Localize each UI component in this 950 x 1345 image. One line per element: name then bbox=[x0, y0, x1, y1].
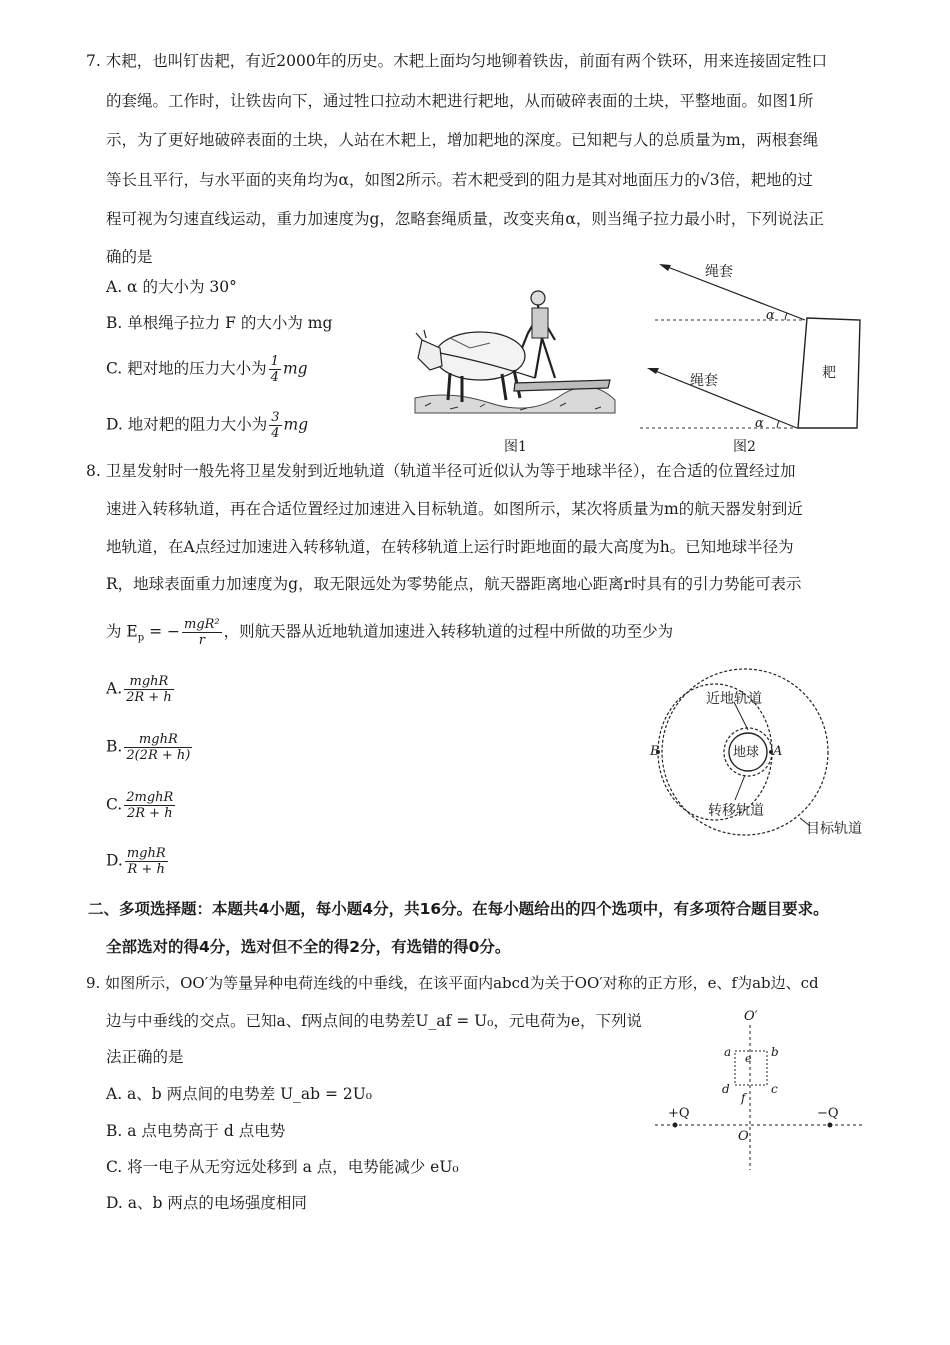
q7-line-5: 程可视为匀速直线运动，重力加速度为g，忽略套绳质量，改变夹角α，则当绳子拉力最小时，下列说法正 bbox=[106, 210, 824, 228]
q8-potential-fraction: $\frac{\text{mgR²}}{r}$ bbox=[184, 617, 220, 648]
q9-line-3: 法正确的是 bbox=[106, 1048, 184, 1066]
q7-figure-1-illustration bbox=[410, 278, 620, 453]
q7-line-4: 等长且平行，与水平面的夹角均为α，如图2所示。若木耙受到的阻力是其对地面压力的√3倍，耙地的过 bbox=[106, 171, 813, 189]
transfer-orbit-label: 转移轨道 bbox=[708, 803, 764, 819]
q8-option-c: C. $\frac{\text{2mghR}}{2R + h}$ bbox=[106, 790, 174, 821]
q8-option-d: D. $\frac{\text{mghR}}{R + h}$ bbox=[106, 846, 166, 877]
target-orbit-label: 目标轨道 bbox=[806, 821, 862, 837]
fig2-alpha-bottom: α bbox=[755, 416, 764, 431]
q8-line-4: R，地球表面重力加速度为g，取无限远处为零势能点，航天器距离地心距离r时具有的引力势能可表示 bbox=[106, 575, 802, 593]
q8-line-3: 地轨道，在A点经过加速进入转移轨道，在转移轨道上运行时距地面的最大高度为h。已知地球半径为 bbox=[106, 538, 794, 556]
q9-line-2: 边与中垂线的交点。已知a、f两点间的电势差U_af = U₀，元电荷为e，下列说 bbox=[106, 1012, 643, 1030]
q9-option-a: A. a、b 两点间的电势差 U_ab = 2U₀ bbox=[106, 1085, 373, 1103]
q7-option-b: B. 单根绳子拉力 F 的大小为 mg bbox=[106, 314, 333, 332]
q7-line-3: 示，为了更好地破碎表面的土块，人站在木耙上，增加耙地的深度。已知耙与人的总质量为m，两根套绳 bbox=[106, 131, 819, 149]
q7-option-d: D. 地对耙的阻力大小为 $\frac{3}{4}$ mg bbox=[106, 410, 309, 441]
q9-charge-diagram bbox=[650, 1025, 870, 1175]
q9-option-c: C. 将一电子从无穷远处移到 a 点，电势能减少 eU₀ bbox=[106, 1158, 459, 1176]
earth-label: 地球 bbox=[733, 745, 760, 760]
q7-figure-1-caption: 图1 bbox=[504, 439, 527, 455]
fig2-alpha-top: α bbox=[766, 308, 775, 323]
q9-number: 9. bbox=[86, 974, 101, 992]
q9-minus-q-label: −Q bbox=[817, 1106, 839, 1121]
point-a-label: A bbox=[773, 744, 783, 759]
fig2-rope-bottom-label: 绳套 bbox=[690, 373, 718, 389]
q9-point-e: e bbox=[745, 1052, 752, 1065]
q9-plus-q-label: +Q bbox=[668, 1106, 690, 1121]
q9-o-prime-label: O′ bbox=[744, 1009, 758, 1024]
q7-number: 7. bbox=[86, 52, 101, 70]
fig2-rope-top-label: 绳套 bbox=[705, 264, 733, 280]
q9-point-d: d bbox=[722, 1082, 730, 1096]
q7-option-a: A. α 的大小为 30° bbox=[106, 278, 237, 296]
q9-point-c: c bbox=[771, 1082, 778, 1096]
fig2-harrow-label: 耙 bbox=[822, 365, 836, 381]
q7-option-c: C. 耙对地的压力大小为 $\frac{1}{4}$ mg bbox=[106, 354, 308, 385]
q9-point-b: b bbox=[771, 1045, 779, 1059]
near-orbit-label: 近地轨道 bbox=[706, 691, 762, 707]
q9-line-1: 9. 如图所示，OO′为等量异种电荷连线的中垂线，在该平面内abcd为关于OO′对称的正方形，e、f为ab边、cd bbox=[86, 974, 819, 992]
q7-line-2: 的套绳。工作时，让铁齿向下，通过牲口拉动木耙进行耙地，从而破碎表面的土块，平整地面。如图1所 bbox=[106, 92, 814, 110]
point-b-label: B bbox=[650, 744, 660, 759]
q9-option-b: B. a 点电势高于 d 点电势 bbox=[106, 1122, 286, 1140]
q9-o-label: O bbox=[738, 1129, 749, 1144]
section-2-title: 二、多项选择题：本题共4小题，每小题4分，共16分。在每小题给出的四个选项中，有多项符合题目要求。 bbox=[88, 900, 829, 918]
q8-number: 8. bbox=[86, 462, 101, 480]
q8-line-2: 速进入转移轨道，再在合适位置经过加速进入目标轨道。如图所示，某次将质量为m的航天器发射到近 bbox=[106, 500, 803, 518]
q8-option-b: B. $\frac{\text{mghR}}{2(2R + h)}$ bbox=[106, 732, 191, 763]
section-2-subtitle: 全部选对的得4分，选对但不全的得2分，有选错的得0分。 bbox=[106, 938, 511, 956]
q8-line-1: 8. 卫星发射时一般先将卫星发射到近地轨道（轨道半径可近似认为等于地球半径），在合适的位置经过加 bbox=[86, 462, 796, 480]
q8-option-a: A. $\frac{\text{mghR}}{2R + h}$ bbox=[106, 674, 172, 705]
q7-line-6: 确的是 bbox=[106, 248, 153, 266]
q9-point-a: a bbox=[724, 1045, 732, 1059]
q7-option-d-fraction: $\frac{3}{4}$ bbox=[271, 410, 280, 441]
q9-option-d: D. a、b 两点的电场强度相同 bbox=[106, 1194, 307, 1212]
q8-line-5: 为 $E_p$ = − $\frac{\text{mgR²}}{r}$ ，则航天器从近地轨道加速进入转移轨道的过程中所做的功至少为 bbox=[106, 617, 674, 648]
q7-line-1: 7. 木耙，也叫钉齿耙，有近2000年的历史。木耙上面均匀地铆着铁齿，前面有两个铁环，用来连接固定牲口 bbox=[86, 52, 828, 70]
q7-option-c-fraction: $\frac{1}{4}$ bbox=[270, 354, 279, 385]
q7-figure-2-caption: 图2 bbox=[733, 439, 756, 455]
q7-figure-2-diagram bbox=[635, 258, 865, 438]
q9-point-f: f bbox=[741, 1091, 746, 1105]
